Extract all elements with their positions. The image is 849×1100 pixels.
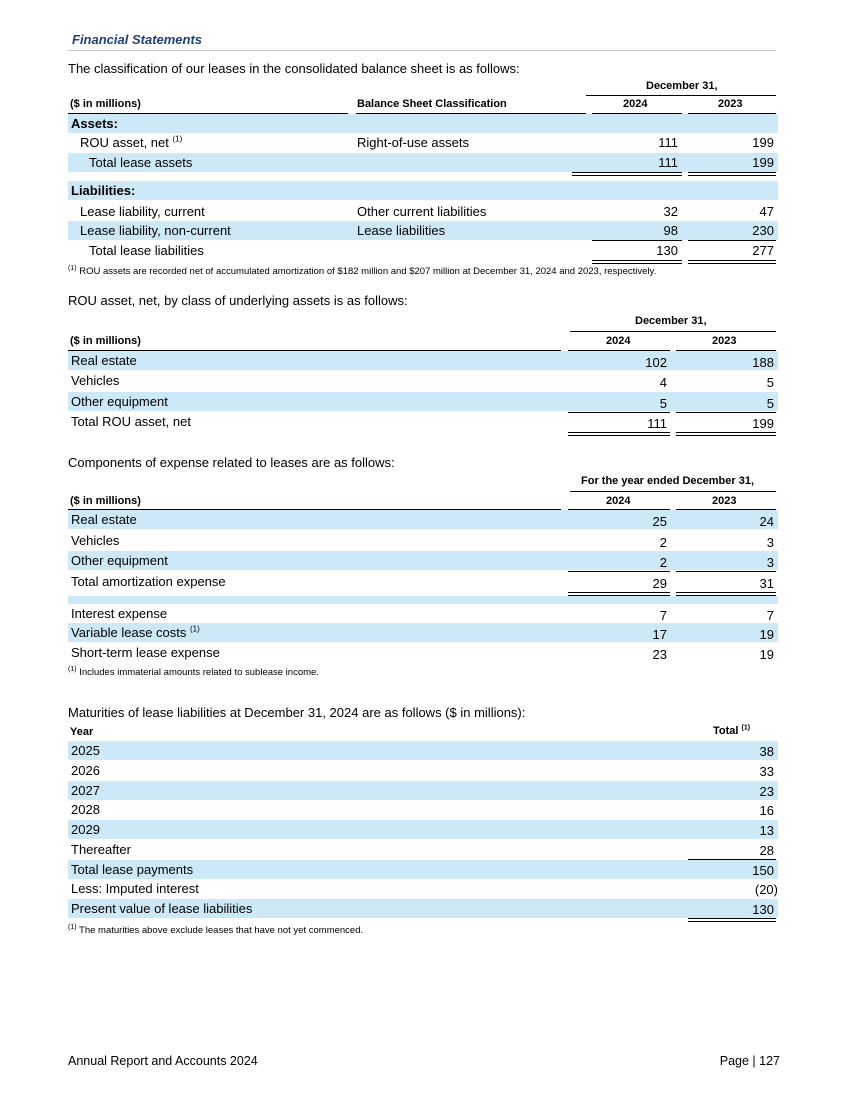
value-2023: 5	[766, 375, 774, 390]
table-row	[68, 800, 778, 819]
table-row	[68, 181, 778, 200]
period-header: For the year ended December 31,	[581, 475, 755, 487]
table-row	[68, 351, 778, 370]
value-2023: 47	[759, 204, 774, 219]
value-2024: 111	[658, 155, 678, 170]
row-label: Thereafter	[71, 842, 131, 857]
page-header-title: Financial Statements	[72, 32, 203, 47]
value-2023: 3	[766, 555, 774, 570]
lease-expense-table	[68, 473, 778, 668]
value-total: 23	[759, 784, 774, 799]
table-row	[68, 643, 778, 662]
section4-intro: Maturities of lease liabilities at December 31, 2024 are as follows ($ in millions):	[68, 705, 526, 720]
row-label: Total amortization expense	[71, 574, 226, 589]
value-2024: 5	[659, 396, 667, 411]
value-2024: 111	[658, 135, 678, 150]
table-row	[68, 371, 778, 390]
value-2023: 3	[766, 535, 774, 550]
table-row	[68, 551, 778, 570]
total-double-line	[568, 432, 670, 436]
value-2024: 7	[659, 608, 667, 623]
column-header-label: ($ in millions)	[70, 335, 141, 347]
table-row	[68, 781, 778, 800]
total-double-line	[592, 260, 682, 264]
value-total: 28	[759, 843, 774, 858]
value-2024: 29	[652, 576, 667, 591]
row-label: 2026	[71, 763, 100, 778]
table-row	[68, 241, 778, 260]
table-row	[68, 879, 778, 898]
row-classification: Lease liabilities	[357, 223, 446, 238]
value-2023: 230	[752, 223, 774, 238]
lease-classification-table	[68, 78, 778, 274]
row-label: Real estate	[71, 512, 137, 527]
value-2023: 199	[752, 155, 774, 170]
column-header-2024: 2024	[623, 98, 648, 110]
row-label: Lease liability, non-current	[80, 223, 231, 238]
rou-by-class-table	[68, 313, 778, 438]
row-label: Total lease payments	[71, 862, 194, 877]
value-2024: 4	[659, 375, 667, 390]
period-underline	[586, 95, 776, 96]
value-2024: 2	[659, 535, 667, 550]
table-row	[68, 604, 778, 623]
row-label: Interest expense	[71, 606, 168, 621]
value-2024: 25	[652, 514, 667, 529]
table-row	[68, 412, 778, 431]
row-label: 2025	[71, 743, 100, 758]
period-underline	[570, 491, 776, 492]
column-header-2024: 2024	[606, 495, 631, 507]
row-label: ROU asset, net $^{(1)}$	[80, 134, 183, 150]
row-classification: Right-of-use assets	[357, 135, 469, 150]
value-2023: 19	[759, 647, 774, 662]
period-header: December 31,	[635, 315, 707, 327]
total-double-line	[572, 172, 682, 176]
table-row	[68, 510, 778, 529]
value-2023: 19	[759, 627, 774, 642]
value-total: 33	[759, 764, 774, 779]
column-header-2024: 2024	[606, 335, 631, 347]
table-row	[68, 899, 778, 918]
footer-report-name: Annual Report and Accounts 2024	[68, 1054, 258, 1068]
column-header-classification: Balance Sheet Classification	[357, 98, 507, 110]
value-2023: 277	[752, 243, 774, 258]
row-label: Vehicles	[71, 533, 120, 548]
row-label: Other equipment	[71, 553, 168, 568]
row-label: Lease liability, current	[80, 204, 205, 219]
value-2024: 102	[645, 355, 667, 370]
row-label: Total lease liabilities	[89, 243, 204, 258]
spacer-band	[68, 596, 778, 604]
value-2023: 7	[766, 608, 774, 623]
row-label: Short-term lease expense	[71, 645, 220, 660]
value-2023: 188	[752, 355, 774, 370]
total-double-line	[688, 172, 776, 176]
table-row	[68, 221, 778, 240]
period-header: December 31,	[646, 80, 718, 92]
value-2023: 199	[752, 416, 774, 431]
liabilities-heading: Liabilities:	[71, 183, 136, 198]
value-2023: 199	[752, 135, 774, 150]
table-row	[68, 623, 778, 642]
value-2024: 111	[647, 416, 667, 431]
column-header-total: Total $^{(1)}$	[713, 724, 751, 737]
section3-intro: Components of expense related to leases are as follows:	[68, 455, 395, 470]
period-underline	[570, 331, 776, 332]
value-2023: 5	[766, 396, 774, 411]
column-header-label: ($ in millions)	[70, 98, 141, 110]
row-label: 2029	[71, 822, 100, 837]
header-divider	[68, 50, 776, 51]
value-2024: 130	[656, 243, 678, 258]
footnote: $^{(1)}$ The maturities above exclude leases that have not yet commenced.	[68, 923, 364, 936]
maturities-table	[68, 723, 778, 923]
value-total: 13	[759, 823, 774, 838]
value-2024: 98	[663, 223, 678, 238]
value-2024: 32	[663, 204, 678, 219]
column-header-2023: 2023	[712, 495, 737, 507]
table-row	[68, 133, 778, 152]
column-header-label: ($ in millions)	[70, 495, 141, 507]
table-row	[68, 572, 778, 591]
total-double-line	[676, 432, 776, 436]
row-label: Present value of lease liabilities	[71, 901, 253, 916]
table-row	[68, 860, 778, 879]
row-label: Total ROU asset, net	[71, 414, 191, 429]
table-row	[68, 820, 778, 839]
table-row	[68, 531, 778, 550]
value-2024: 2	[659, 555, 667, 570]
column-header-2023: 2023	[712, 335, 737, 347]
footer-page-number: Page | 127	[719, 1054, 780, 1068]
value-2023: 31	[759, 576, 774, 591]
column-header-year: Year	[70, 726, 94, 738]
footnote: $^{(1)}$ ROU assets are recorded net of accumulated amortization of $182 million and $207 million at December 31, 2024 and 2023, respectively.	[68, 264, 657, 277]
row-label: 2028	[71, 802, 100, 817]
value-2024: 17	[652, 627, 667, 642]
assets-heading: Assets:	[71, 116, 118, 131]
value-total: 16	[759, 803, 774, 818]
table-row	[68, 392, 778, 411]
row-label: Vehicles	[71, 373, 120, 388]
table-row	[68, 741, 778, 760]
table-row	[68, 153, 778, 172]
section2-intro: ROU asset, net, by class of underlying assets is as follows:	[68, 293, 408, 308]
table-row	[68, 114, 778, 133]
column-header-2023: 2023	[718, 98, 743, 110]
table-row	[68, 840, 778, 859]
row-label: Real estate	[71, 353, 137, 368]
section1-intro: The classification of our leases in the consolidated balance sheet is as follows:	[68, 61, 520, 76]
row-label: Total lease assets	[89, 155, 193, 170]
value-total: 38	[759, 744, 774, 759]
value-2024: 23	[652, 647, 667, 662]
total-double-line	[688, 260, 776, 264]
footnote: $^{(1)}$ Includes immaterial amounts related to sublease income.	[68, 665, 319, 678]
value-total: 130	[752, 902, 774, 917]
value-2023: 24	[759, 514, 774, 529]
total-double-line	[688, 918, 776, 922]
table-row	[68, 761, 778, 780]
row-label: Other equipment	[71, 394, 168, 409]
row-label: Less: Imputed interest	[71, 881, 199, 896]
table-row	[68, 202, 778, 221]
row-label: 2027	[71, 783, 100, 798]
row-classification: Other current liabilities	[357, 204, 487, 219]
value-total: (20)	[754, 882, 778, 897]
row-label: Variable lease costs $^{(1)}$	[71, 624, 200, 640]
value-total: 150	[752, 863, 774, 878]
